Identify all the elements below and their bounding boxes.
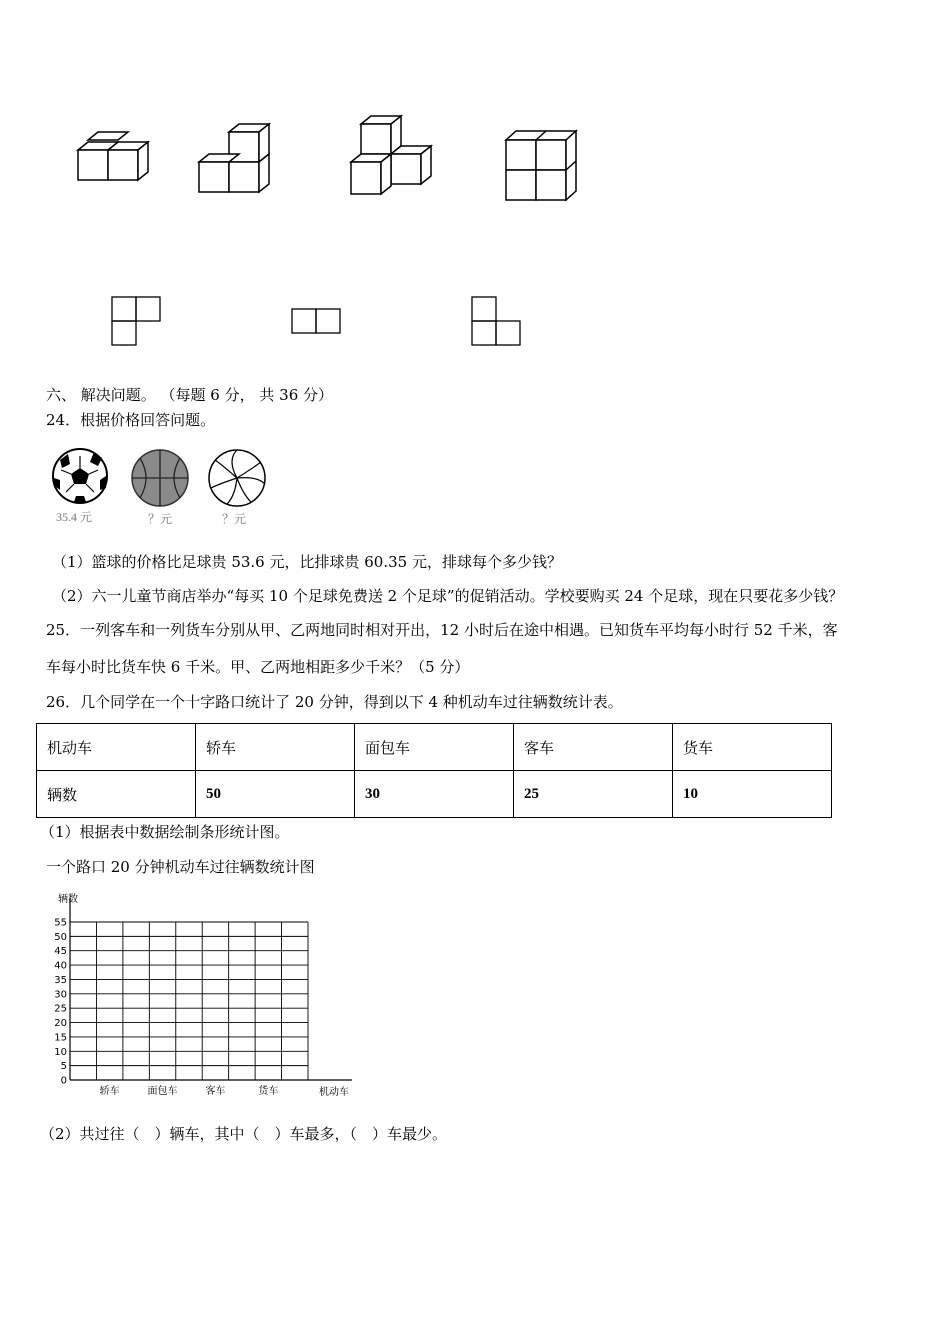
y-tick-label: 0 bbox=[60, 1075, 67, 1087]
x-category-label: 轿车 bbox=[99, 1086, 120, 1097]
cube-figure-1 bbox=[70, 130, 160, 200]
chart-title-text: 一个路口 20 分钟机动车过往辆数统计图 bbox=[46, 858, 315, 876]
q24-sub1: （1）篮球的价格比足球贵 53.6 元，比排球贵 60.35 元，排球每个多少钱？ bbox=[52, 553, 562, 571]
y-tick-label: 25 bbox=[54, 1003, 67, 1015]
q26-title: 26．几个同学在一个十字路口统计了 20 分钟，得到以下 4 种机动车过往辆数统计表。 bbox=[46, 693, 623, 711]
y-tick-label: 45 bbox=[54, 946, 67, 958]
vehicle-count-table bbox=[36, 723, 832, 818]
table-cell: 10 bbox=[673, 771, 832, 818]
y-tick-label: 40 bbox=[54, 960, 67, 972]
table-cell: 50 bbox=[196, 771, 355, 818]
volleyball-price: ？元 bbox=[222, 512, 247, 526]
y-tick-label: 5 bbox=[60, 1061, 67, 1073]
table-cell: 机动车 bbox=[37, 724, 196, 771]
table-cell: 30 bbox=[355, 771, 514, 818]
y-tick-label: 35 bbox=[54, 974, 67, 986]
table-cell: 25 bbox=[514, 771, 673, 818]
table-cell: 面包车 bbox=[355, 724, 514, 771]
view-shape-2 bbox=[290, 307, 345, 335]
cube-figure-3 bbox=[345, 112, 440, 202]
x-category-label: 客车 bbox=[205, 1086, 226, 1097]
x-category-label: 面包车 bbox=[147, 1086, 178, 1097]
y-tick-label: 10 bbox=[54, 1046, 67, 1058]
table-row bbox=[37, 724, 832, 771]
table-cell: 货车 bbox=[673, 724, 832, 771]
cube-figure-4 bbox=[500, 126, 585, 206]
table-row bbox=[37, 771, 832, 818]
bar-chart bbox=[40, 886, 360, 1100]
x-axis-label: 机动车 bbox=[319, 1087, 349, 1098]
q26-sub1: （1）根据表中数据绘制条形统计图。 bbox=[40, 823, 290, 841]
basketball-icon bbox=[130, 448, 190, 508]
q25-line1: 25．一列客车和一列货车分别从甲、乙两地同时相对开出，12 小时后在途中相遇。已知货车平均每小时行 52 千米，客 bbox=[46, 621, 838, 639]
y-tick-label: 50 bbox=[54, 931, 67, 943]
view-shape-1 bbox=[110, 295, 165, 347]
football-icon bbox=[50, 446, 110, 506]
y-tick-label: 20 bbox=[54, 1018, 67, 1030]
y-axis-label: 辆数 bbox=[58, 894, 78, 905]
q25-line2: 车每小时比货车快 6 千米。甲、乙两地相距多少千米？（5 分） bbox=[46, 658, 470, 676]
y-tick-label: 30 bbox=[54, 989, 67, 1001]
volleyball-icon bbox=[207, 448, 267, 508]
y-tick-label: 15 bbox=[54, 1032, 67, 1044]
section-title: 六、 解决问题。 （每题 6 分， 共 36 分） bbox=[46, 386, 334, 404]
table-cell: 客车 bbox=[514, 724, 673, 771]
q24-title: 24．根据价格回答问题。 bbox=[46, 411, 216, 429]
cube-figure-2 bbox=[195, 120, 280, 200]
q24-sub2: （2）六一儿童节商店举办“每买 10 个足球免费送 2 个足球”的促销活动。学校要购买 24 个足球，现在只要花多少钱？ bbox=[52, 587, 844, 605]
q26-sub2: （2）共过往（ ）辆车，其中（ ）车最多，（ ）车最少。 bbox=[40, 1125, 448, 1143]
x-category-label: 货车 bbox=[258, 1086, 279, 1097]
football-price: 35.4 元 bbox=[56, 510, 93, 524]
view-shape-3 bbox=[470, 295, 525, 347]
y-tick-label: 55 bbox=[54, 917, 67, 929]
basketball-price: ？元 bbox=[148, 512, 173, 526]
table-cell: 轿车 bbox=[196, 724, 355, 771]
table-cell: 辆数 bbox=[37, 771, 196, 818]
